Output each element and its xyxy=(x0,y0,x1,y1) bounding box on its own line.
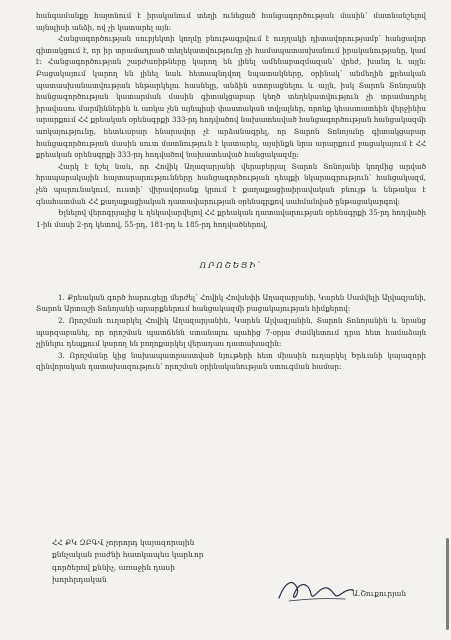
investigator-title-block xyxy=(52,537,242,586)
investigator-title-line-1: ՀՀ ՔԿ ԶԲԳՎ չորրորդ կայազորային xyxy=(52,538,195,547)
handwritten-signature xyxy=(275,574,355,608)
scrollbar-thumb[interactable] xyxy=(446,538,449,630)
decision-heading: ՈՐՈՇԵՑԻ՝ xyxy=(199,261,263,271)
investigator-title-line-3: գործերով քննիչ, առաջին դասի xyxy=(52,562,175,572)
paragraph-statements-note: Հարկ է նշել նաև, որ Հովիկ Աղազարյանի վերաբերյալ Տարոն Տոնոյանի կողմից արված հրապարակային հայտարարությունները հանցագործության դեպքի նկարագրություն՝ հանցակազմ, չեն պարունակում, ուստի՝ վիրավորանք կրում է քաղաքացիաիրավական բնույթ և ենթակա է գնահատման ՀՀ քաղաքացիական դատավարության օրենսգրքով սահմանված ընթացակարգով։ xyxy=(36,161,426,206)
decision-item-1: 1. Քրեական գործ հարուցելը մերժել՝ Հովիկ Հովսեփի Աղազարյանի, Կարեն Սամվելի Ալվազյանի, Տարոն Արտաշի Տոնոյանի արարքներում հանցակազմի բացակայության հիմքերով։ xyxy=(36,292,426,314)
paragraph-subjective-side: Հանցագործության սուբյեկտի կողմը բնութագրվում է ուղղակի դիտավորությամբ՝ հանցավոր գիտակցում է, որ իր տրամադրած տեղեկատվությունը չի համապատասխանում իրականությանը, կամ է։ Հանցագործության շարժառիթները կարող են լինել ամենաբազմազան՝ վրեժ, խանդ և այլն։ Բացակայում կարող են լինել նաև հետապնդվող նպատակները, օրինակ՝ անմեղին քրեական պատասխանատվության ենթարկելու հասնելը, անձին ստորացնելու և այլն, իսկ Տարոն Տոնոյանի հանցագործության կատարման մասին գիտակցաբար կեղծ տեղեկատվություն չի տրամադրել իրավասու մարմիններին և առկա չեն այնպիսի փաստական տվյալներ, որոնք կհաստատեին վերջինիս արարքում ՀՀ քրեական օրենսգրքի 333-րդ հոդվածով նախատեսված հանցագործության հանցակազմի առկայությունը, հետևաբար հնարավոր չէ արձանագրել, որ Տարոն Տոնոյանը գիտակցաբար հանցագործության մասին սուտ մատնություն է կատարել, այսինքն նրա արարքում բացակայում է ՀՀ քրեական օրենսգրքի 333-րդ հոդվածով նախատեսված հանցակազմը։ xyxy=(36,34,426,160)
decision-item-3: 3. Որոշմանը կից նախապատրաստված նյութերի հետ միասին ուղարկել Երևանի կայազորի զինվորական դատախազություն՝ որոշման օրինականության ստուգման համար։ xyxy=(36,350,426,372)
paragraph-continuation: հանգամանքը հայտնում է իրականում տեղի ունեցած հանցագործության մասին՝ մատնանշելով այնպիսի անձի, ով չի կատարել այն։ xyxy=(36,11,426,32)
investigator-title-line-4: խորհրդական xyxy=(52,574,107,584)
investigator-title-line-2: քննչական բաժնի հատկապես կարևոր xyxy=(52,550,204,560)
signer-name: Ա.Շուքուրյան xyxy=(352,589,407,598)
decision-item-2: 2. Որոշման ուղարկել Հովիկ Աղազարյանին, Կարեն Ալվազյանին, Տարոն Տոնոյանին և նրանց պարզաբանել, որ որոշման պատճենն ստանալու պահից 7-օրյա ժամկետում դրա հետ համաձայն չլինելու դեպքում կարող են բողոքարկել վերադաս դատախազին։ xyxy=(36,316,426,349)
document-body xyxy=(36,10,426,373)
paragraph-legal-basis: Ելնելով վերոգրյալից և ղեկավարվելով ՀՀ քրեական դատավարության օրենսգրքի 35-րդ հոդվածի 1-ին մասի 2-րդ կետով, 55-րդ, 181-րդ և 185-րդ հոդվածներով, xyxy=(36,208,426,229)
